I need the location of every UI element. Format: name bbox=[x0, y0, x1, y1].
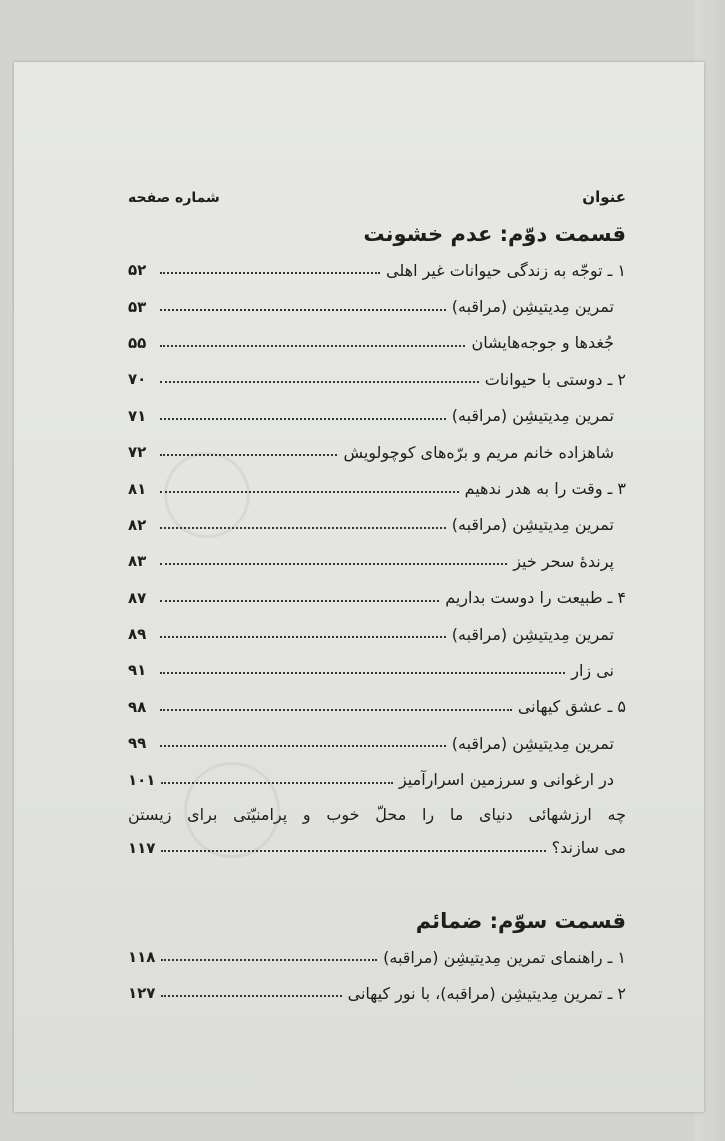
toc-entry bbox=[128, 288, 626, 324]
toc-entry bbox=[128, 580, 626, 616]
toc-entry bbox=[128, 761, 626, 797]
part-two-entries bbox=[128, 252, 626, 798]
dot-leader bbox=[160, 672, 565, 674]
toc-entry bbox=[128, 398, 626, 434]
toc-entry bbox=[128, 361, 626, 397]
dot-leader bbox=[161, 782, 393, 784]
toc-entry bbox=[128, 652, 626, 688]
entry-page-number: ۷۲ bbox=[128, 443, 147, 462]
section-title-part-two: قسمت دوّم: عدم خشونت bbox=[363, 222, 626, 246]
dot-leader bbox=[160, 636, 446, 638]
toc-entry bbox=[128, 252, 626, 288]
entry-title: ۲ ـ دوستی با حیوانات bbox=[484, 369, 626, 389]
entry-title: ۳ ـ وقت را به هدر ندهیم bbox=[464, 479, 626, 499]
entry-page-number: ۹۱ bbox=[128, 661, 147, 680]
toc-entry bbox=[128, 689, 626, 725]
toc-entry bbox=[128, 939, 626, 975]
entry-page-number: ۸۱ bbox=[128, 479, 147, 498]
dot-leader bbox=[160, 454, 337, 456]
entry-title: ۱ ـ توجّه به زندگی حیوانات غیر اهلی bbox=[386, 260, 626, 280]
title-column-label: عنوان bbox=[582, 188, 626, 206]
toc-entry bbox=[128, 470, 626, 506]
dot-leader bbox=[161, 959, 377, 961]
dot-leader bbox=[160, 709, 512, 711]
entry-title: تمرین مِدیتیشِن (مراقبه) bbox=[451, 624, 614, 644]
dot-leader bbox=[160, 381, 479, 383]
dot-leader bbox=[161, 850, 545, 852]
entry-title: تمرین مِدیتیشِن (مراقبه) bbox=[451, 515, 614, 535]
entry-page-number: ۹۹ bbox=[128, 734, 147, 753]
toc-entry bbox=[128, 507, 626, 543]
toc-entry bbox=[128, 975, 626, 1011]
dot-leader bbox=[161, 995, 341, 997]
entry-page-number: ۷۰ bbox=[128, 370, 147, 389]
entry-title-line1: چه ارزشهائی دنیای ما را محلّ خوب و پرامنیّتی برای زیستن bbox=[128, 804, 626, 824]
dot-leader bbox=[160, 527, 446, 529]
section-title-part-three: قسمت سوّم: ضمائم bbox=[415, 908, 626, 933]
dot-leader bbox=[160, 272, 380, 274]
entry-page-number: ۵۳ bbox=[128, 297, 147, 316]
toc-entry bbox=[128, 434, 626, 470]
entry-title-line2: می سازند؟ bbox=[551, 838, 626, 858]
entry-title: جُغدها و جوجه‌هایشان bbox=[471, 333, 614, 353]
entry-title: تمرین مِدیتیشِن (مراقبه) bbox=[451, 406, 614, 426]
entry-title: نی زار bbox=[571, 660, 614, 680]
toc-entry bbox=[128, 325, 626, 361]
entry-title: ۵ ـ عشق کیهانی bbox=[517, 697, 626, 717]
entry-page-number: ۸۹ bbox=[128, 625, 147, 644]
table-of-contents bbox=[128, 188, 626, 1012]
entry-page-number: ۱۱۷ bbox=[128, 838, 156, 857]
dot-leader bbox=[160, 309, 446, 311]
part-three-entries bbox=[128, 939, 626, 1012]
entry-page-number: ۷۱ bbox=[128, 406, 147, 425]
toc-entry bbox=[128, 725, 626, 761]
dot-leader bbox=[160, 491, 459, 493]
dot-leader bbox=[160, 600, 439, 602]
entry-title: تمرین مِدیتیشِن (مراقبه) bbox=[451, 297, 614, 317]
entry-page-number: ۸۳ bbox=[128, 552, 147, 571]
entry-title: تمرین مِدیتیشِن (مراقبه) bbox=[451, 733, 614, 753]
entry-page-number: ۱۱۸ bbox=[128, 948, 156, 967]
page-column-label: شماره صفحه bbox=[128, 190, 220, 206]
toc-entry bbox=[128, 616, 626, 652]
entry-page-number: ۹۸ bbox=[128, 697, 147, 716]
toc-entry bbox=[128, 543, 626, 579]
entry-title: ۴ ـ طبیعت را دوست بداریم bbox=[445, 588, 626, 608]
entry-page-number: ۸۲ bbox=[128, 515, 147, 534]
dot-leader bbox=[160, 345, 465, 347]
dot-leader bbox=[160, 745, 446, 747]
dot-leader bbox=[160, 563, 507, 565]
entry-title: ۲ ـ تمرین مِدیتیشِن (مراقبه)، با نور کیهانی bbox=[347, 983, 626, 1003]
entry-title: ۱ ـ راهنمای تمرین مِدیتیشِن (مراقبه) bbox=[383, 947, 626, 967]
entry-page-number: ۸۷ bbox=[128, 588, 147, 607]
entry-page-number: ۵۵ bbox=[128, 333, 147, 352]
entry-title: در ارغوانی و سرزمین اسرارآمیز bbox=[398, 770, 614, 790]
entry-page-number: ۱۰۱ bbox=[128, 770, 156, 789]
entry-page-number: ۱۲۷ bbox=[128, 984, 156, 1003]
entry-page-number: ۵۲ bbox=[128, 261, 147, 280]
toc-header bbox=[128, 188, 626, 216]
toc-entry bbox=[128, 798, 626, 865]
entry-title: شاهزاده خانم مریم و برّه‌های کوچولویش bbox=[343, 442, 614, 462]
dot-leader bbox=[160, 418, 446, 420]
entry-title: پرندهٔ سحر خیز bbox=[513, 551, 614, 571]
